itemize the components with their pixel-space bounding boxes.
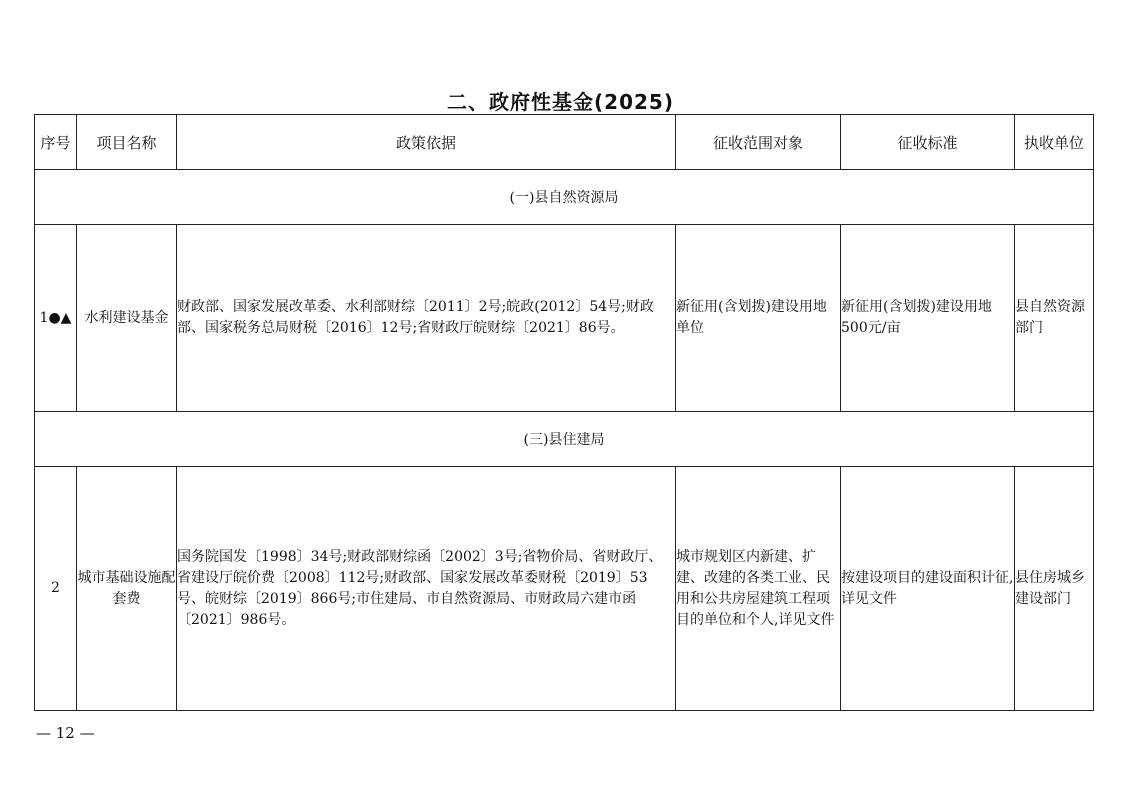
section-heading: (三)县住建局: [35, 412, 1094, 467]
header-scope: 征收范围对象: [676, 115, 841, 170]
table-row: [35, 467, 1094, 711]
page-title: 二、政府性基金(2025): [447, 90, 674, 114]
row-standard: 新征用(含划拨)建设用地500元/亩: [841, 225, 1015, 412]
row-unit: 县住房城乡建设部门: [1015, 467, 1094, 711]
row-basis: 国务院国发〔1998〕34号;财政部财综函〔2002〕3号;省物价局、省财政厅、省建设厅皖价费〔2008〕112号;财政部、国家发展改革委财税〔2019〕53号、皖财综〔2019〕866号;市住建局、市自然资源局、市财政局六建市函〔2021〕986号。: [177, 467, 676, 711]
header-no: 序号: [35, 115, 77, 170]
section-row: [35, 412, 1094, 467]
row-standard: 按建设项目的建设面积计征,详见文件: [841, 467, 1015, 711]
row-no: 2: [35, 467, 77, 711]
header-unit: 执收单位: [1015, 115, 1094, 170]
row-name: 水利建设基金: [77, 225, 177, 412]
table-row: [35, 225, 1094, 412]
row-name: 城市基础设施配套费: [77, 467, 177, 711]
header-name: 项目名称: [77, 115, 177, 170]
row-basis: 财政部、国家发展改革委、水利部财综〔2011〕2号;皖政(2012〕54号;财政部、国家税务总局财税〔2016〕12号;省财政厅皖财综〔2021〕86号。: [177, 225, 676, 412]
header-basis: 政策依据: [177, 115, 676, 170]
row-unit: 县自然资源部门: [1015, 225, 1094, 412]
table-header-row: [35, 115, 1094, 170]
row-scope: 城市规划区内新建、扩建、改建的各类工业、民用和公共房屋建筑工程项目的单位和个人,详见文件: [676, 467, 841, 711]
section-row: [35, 170, 1094, 225]
page-number: — 12 —: [36, 724, 95, 742]
section-heading: (一)县自然资源局: [35, 170, 1094, 225]
header-standard: 征收标准: [841, 115, 1015, 170]
fund-table: [34, 114, 1094, 711]
row-no: 1●▲: [35, 225, 77, 412]
row-scope: 新征用(含划拨)建设用地单位: [676, 225, 841, 412]
